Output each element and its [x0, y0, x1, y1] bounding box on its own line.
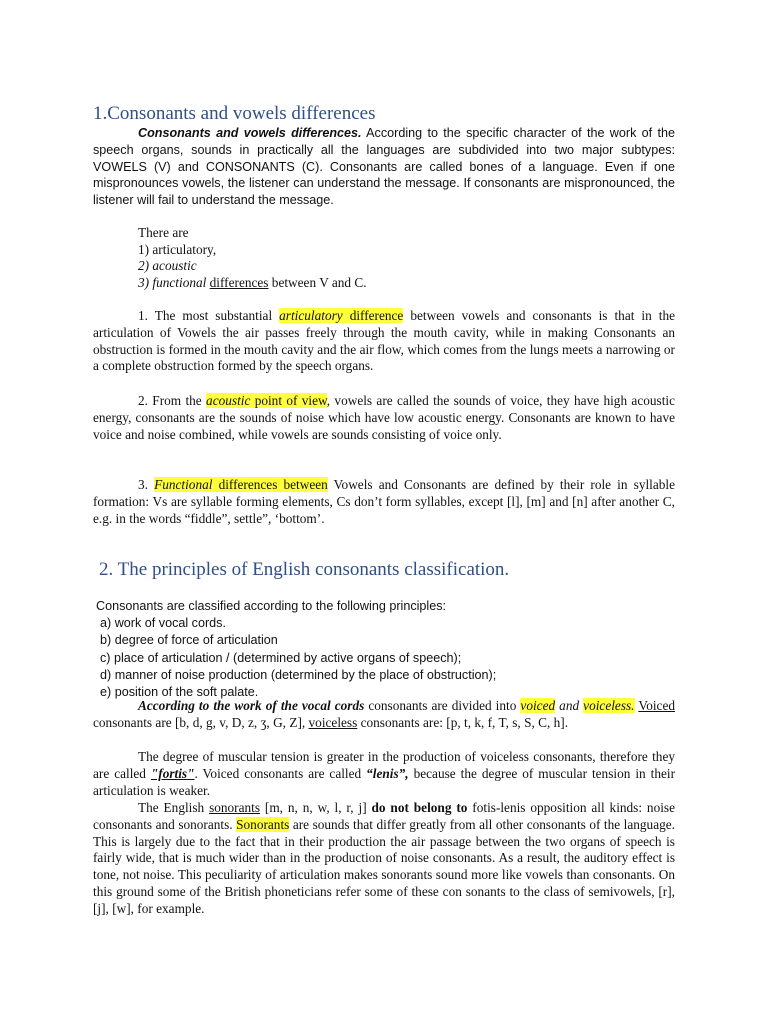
principle-a: a) work of vocal cords. [100, 616, 226, 631]
vocal-cords-paragraph: According to the work of the vocal cords consonants are divided into voiced and voiceless. Voiced consonants are [b, d, g, v, D, z, ʒ, G, Z], voiceless consonants are: [p, t, k, f, T, s, S, C, h]. [93, 698, 675, 730]
classification-intro: Consonants are classified according to the following principles: [96, 599, 447, 613]
highlight-voiceless: voiceless. [583, 698, 635, 713]
list-item-functional: 3) functional differences between V and C. [138, 274, 367, 290]
section-2-heading: 2. The principles of English consonants classification. [99, 559, 510, 580]
list-item-acoustic: 2) acoustic [138, 258, 197, 274]
there-are-label: There are [138, 225, 189, 240]
principle-d: d) manner of noise production (determined by the place of obstruction); [100, 667, 497, 682]
classification-list [96, 598, 496, 701]
differences-list [138, 225, 367, 291]
intro-paragraph [93, 125, 675, 209]
tension-paragraph: The degree of muscular tension is greater in the production of voiceless consonants, therefore they are called "fortis". Voiced consonants are called “lenis”, because the degree of muscular tension in their articulation is weaker. [93, 749, 676, 798]
principle-b: b) degree of force of articulation [100, 633, 278, 648]
highlight-voiced: voiced [520, 698, 556, 713]
highlight-functional: Functional differences between [154, 477, 328, 492]
highlight-articulatory: articulatory difference [279, 308, 404, 323]
articulatory-paragraph: 1. The most substantial articulatory difference between vowels and consonants is that in the articulation of Vowels the air passes freely through the mouth cavity, while in making Consonants an obstruction is formed in the mouth cavity and the air flow, which comes from the lungs meets a narrowing or a complete obstruction formed by the speech organs. [93, 308, 676, 374]
list-item-articulatory: 1) articulatory, [138, 241, 217, 257]
highlight-sonorants: Sonorants [236, 816, 290, 832]
acoustic-paragraph: 2. From the acoustic point of view, vowels are called the sounds of voice, they have high acoustic energy, consonants are the sounds of noise which have low acoustic energy. Consonants are known to have voice and noise combined, while vowels are sounds consisting of voice only. [93, 393, 675, 442]
functional-paragraph: 3. Functional differences between Vowels and Consonants are defined by their role in syllable formation: Vs are syllable forming elements, Cs don’t form syllables, except [l], [m] and [n] after another C, e.g. in the words “fiddle”, settle”, ‘bottom’. [93, 477, 676, 526]
section-1-heading: 1.Consonants and vowels differences [93, 103, 376, 124]
intro-lead: Consonants and vowels differences. [138, 126, 362, 140]
principle-e: e) position of the soft palate. [100, 685, 259, 700]
intro-text: According to the specific character of the work of the speech organs, sounds in practically all the languages are subdivided into two major subtypes: VOWELS (V) and CONSONANTS (C). Consonants are called bones of a language. Even if one mispronounces vowels, the listener can understand the message. If consonants are mispronounced, the listener will fail to understand the message. [93, 126, 675, 208]
principle-c: c) place of articulation / (determined by active organs of speech); [100, 650, 462, 665]
highlight-acoustic: acoustic point of view [206, 393, 327, 408]
sonorants-paragraph: The English sonorants [m, n, n, w, l, r, j] do not belong to fotis-lenis opposition all kinds: noise consonants and sonorants. Sonorants are sounds that differ greatly from all other consonants of the language. This is largely due to the fact that in their production the air passage between the two organs of speech is fairly wide, that is much wider than in the production of noise consonants. As a result, the auditory effect is tone, not noise. This peculiarity of articulation makes sonorants sound more like vowels than consonants. On this ground some of the British phoneticians refer some of these con sonants to the class of semivowels, [r], [j], [w], for example. [93, 800, 675, 916]
